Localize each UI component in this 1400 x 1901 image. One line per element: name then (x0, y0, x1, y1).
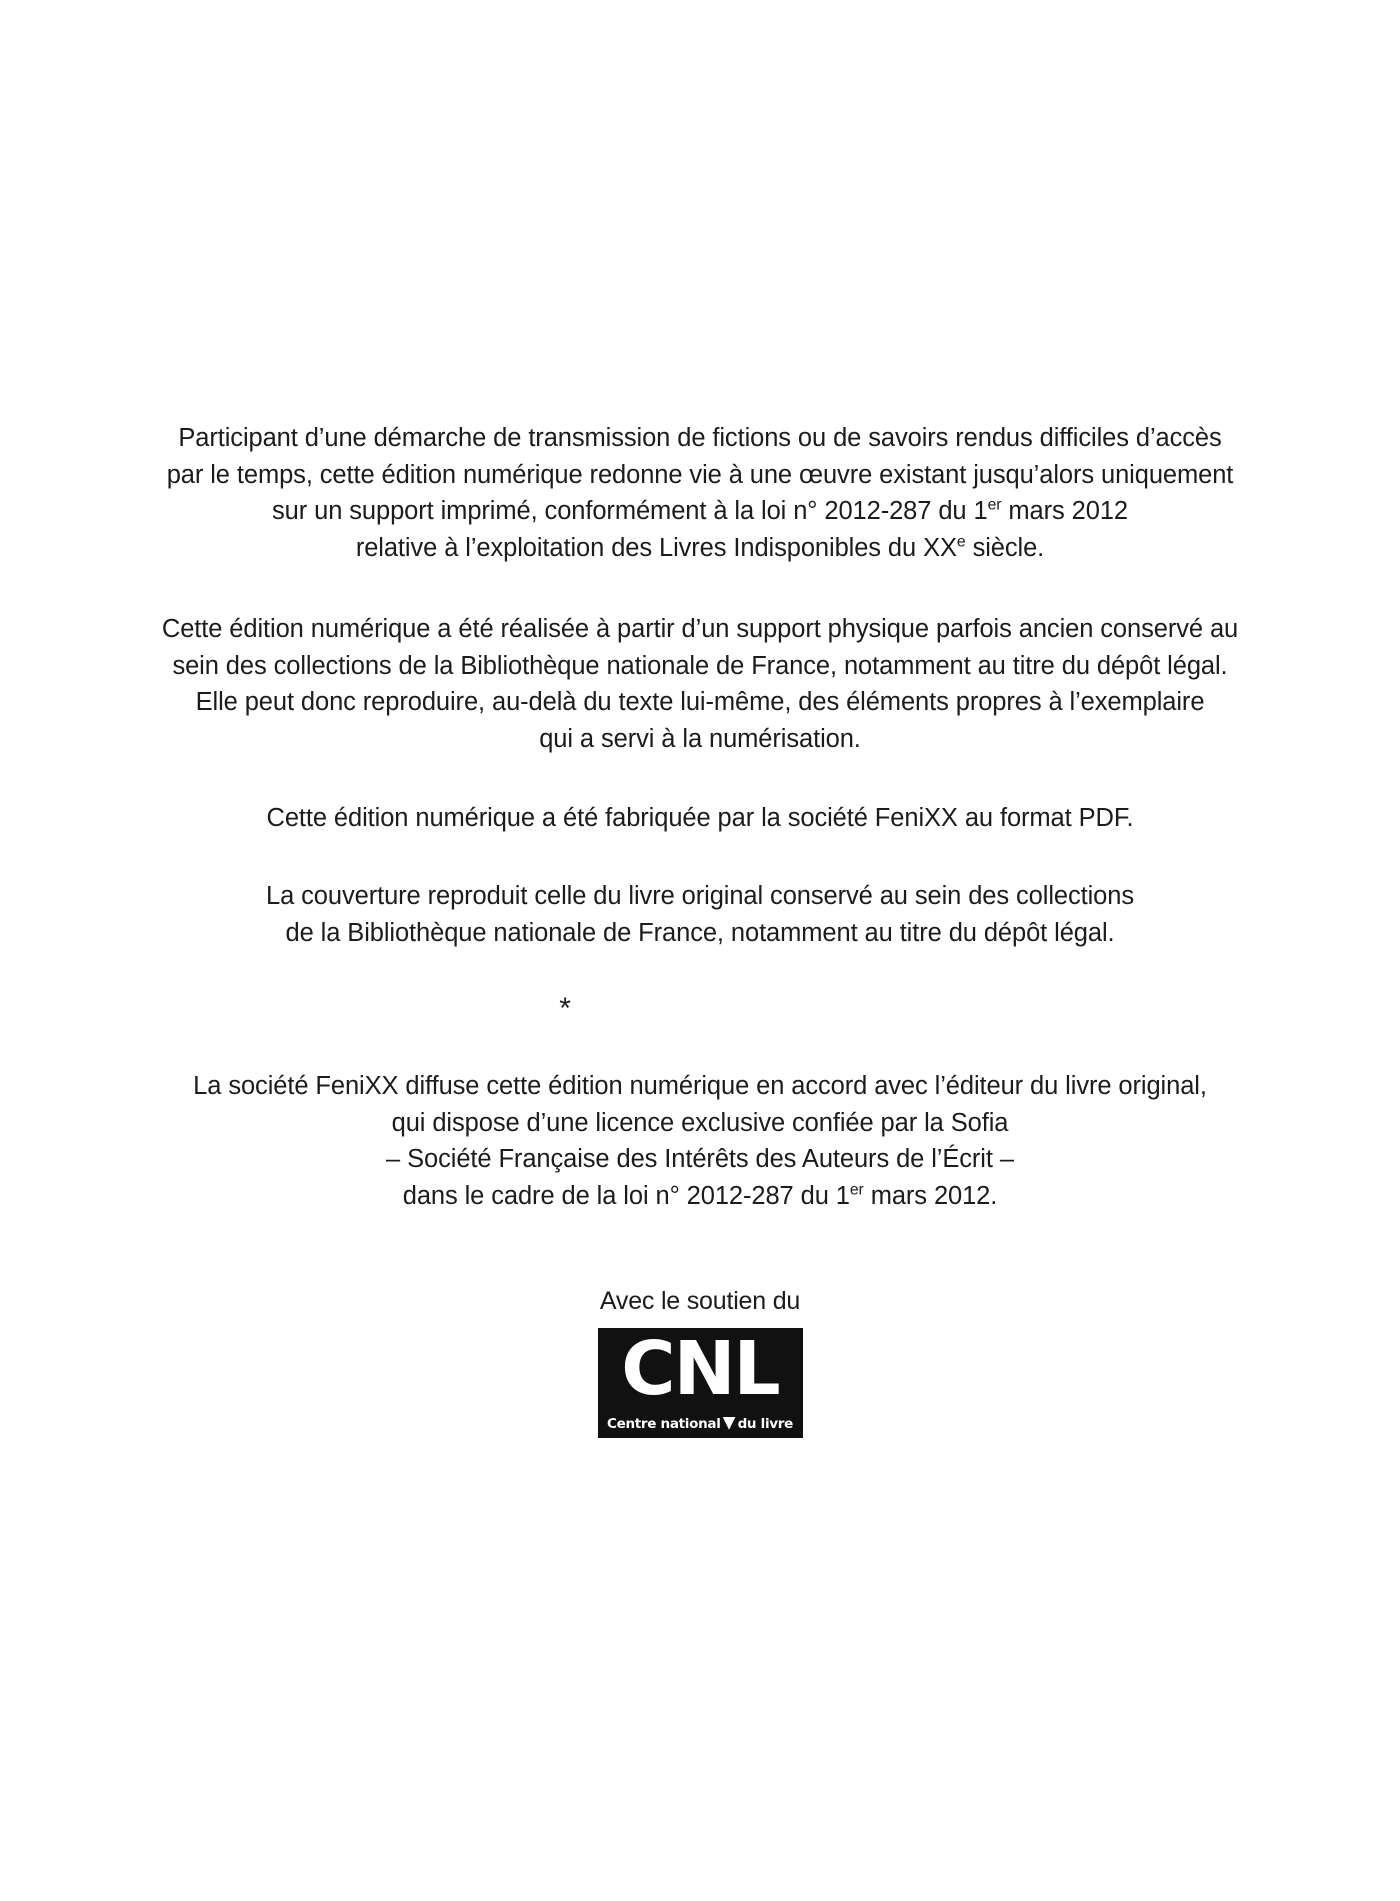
paragraph-transmission (135, 420, 1265, 567)
support-logo-block (0, 1287, 1400, 1443)
spacer (0, 1024, 1400, 1068)
cnl-acronym: CNL (621, 1325, 779, 1412)
paragraph-couverture (135, 878, 1265, 951)
text-line: Cette édition numérique a été fabriquée par la société FeniXX au format PDF. (266, 803, 1134, 832)
spacer (0, 758, 1400, 800)
spacer (0, 567, 1400, 611)
text-line: Elle peut donc reproduire, au-delà du texte lui-même, des éléments propres à l’exemplaire (195, 688, 1205, 717)
spacer (0, 952, 1400, 994)
triangle-icon (723, 1417, 736, 1430)
text-line: La société FeniXX diffuse cette édition numérique en accord avec l’éditeur du livre original, (193, 1071, 1207, 1100)
paragraph-fabrication (135, 800, 1265, 837)
cnl-caption (598, 1416, 803, 1432)
support-label: Avec le soutien du (599, 1286, 801, 1315)
text-line: sein des collections de la Bibliothèque nationale de France, notamment au titre du dépôt légal. (172, 651, 1228, 680)
text-line: Cette édition numérique a été réalisée à partir d’un support physique parfois ancien conservé au (161, 614, 1239, 643)
text-line: sur un support imprimé, conformément à la loi n° 2012-287 du 1er mars 2012 (272, 496, 1128, 526)
cnl-logo (598, 1325, 803, 1438)
text-line: Participant d’une démarche de transmission de fictions ou de savoirs rendus difficiles d’accès (178, 424, 1222, 452)
text-line: dans le cadre de la loi n° 2012-287 du 1er mars 2012. (402, 1181, 998, 1211)
cnl-caption-right: du livre (737, 1415, 794, 1432)
cnl-caption-left: Centre national (606, 1415, 721, 1432)
text-line: qui dispose d’une licence exclusive confiée par la Sofia (391, 1108, 1009, 1137)
paragraph-diffusion (135, 1068, 1265, 1215)
legal-notice-body (0, 420, 1400, 1443)
text-line: qui a servi à la numérisation. (539, 725, 861, 754)
text-line: de la Bibliothèque nationale de France, notamment au titre du dépôt légal. (285, 919, 1115, 948)
text-line: – Société Française des Intérêts des Auteurs de l’Écrit – (386, 1145, 1014, 1174)
text-line: La couverture reproduit celle du livre original conservé au sein des collections (266, 882, 1134, 911)
paragraph-support-physique (135, 611, 1265, 758)
text-line: par le temps, cette édition numérique redonne vie à une œuvre existant jusqu’alors uniquement (166, 460, 1234, 489)
section-separator-asterisk: * (559, 991, 571, 1025)
spacer (0, 836, 1400, 878)
text-line: relative à l’exploitation des Livres Indisponibles du XXe siècle. (355, 533, 1045, 563)
